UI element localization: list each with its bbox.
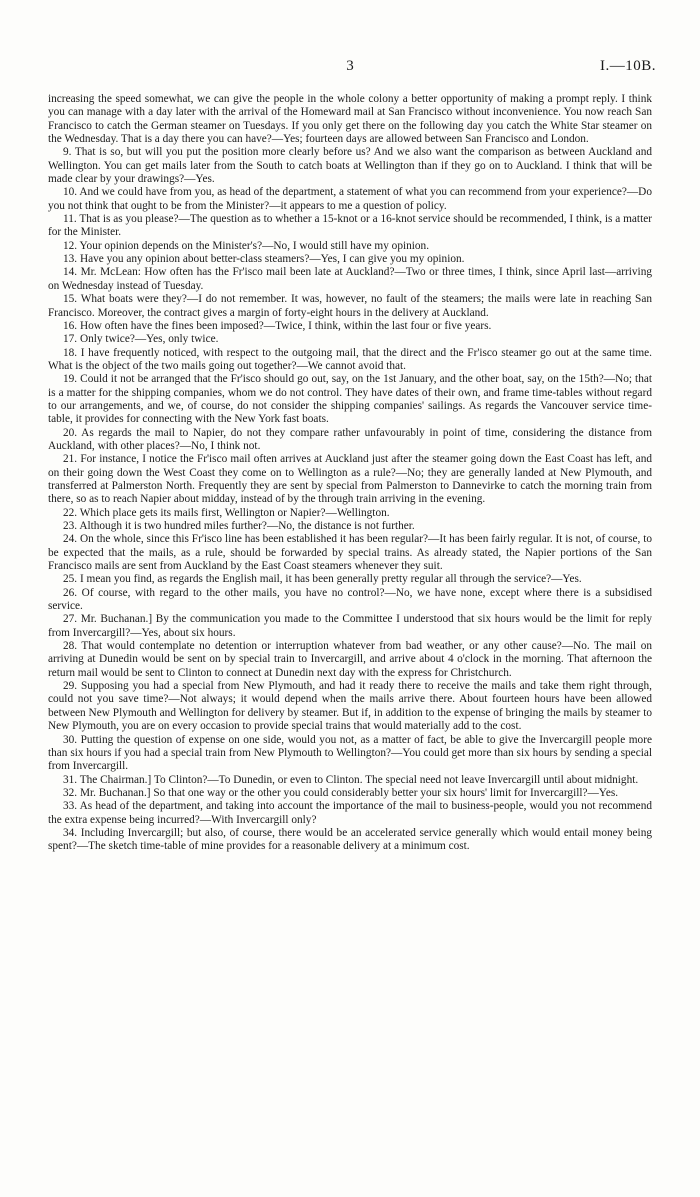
question-answer-paragraph: 23. Although it is two hundred miles further?—No, the distance is not further. xyxy=(63,520,415,532)
page-header xyxy=(0,58,700,78)
question-answer-paragraph: 14. Mr. McLean: How often has the Fr'isco mail been late at Auckland?—Two or three times, I think, since April last—arriving on Wednesday instead of Tuesday. xyxy=(48,266,652,292)
question-answer-paragraph: 28. That would contemplate no detention or interruption whatever from bad weather, or any other cause?—No. The mail on arriving at Dunedin would be sent on by special train to Invercargill, and arrive about 4 o'clock in the morning. That afternoon the return mail would be sent to Clinton to connect at Dunedin next day with the express for Christchurch. xyxy=(48,640,652,679)
question-answer-paragraph: 33. As head of the department, and taking into account the importance of the mail to business-people, would you not recommend the extra expense being incurred?—With Invercargill only? xyxy=(48,800,652,826)
question-answer-paragraph: 17. Only twice?—Yes, only twice. xyxy=(63,333,219,346)
question-answer-paragraph: 11. That is as you please?—The question as to whether a 15-knot or a 16-knot service should be recommended, I think, is a matter for the Minister. xyxy=(48,213,652,239)
question-answer-paragraph: 27. Mr. Buchanan.] By the communication you made to the Committee I understood that six hours would be the limit for reply from Invercargill?—Yes, about six hours. xyxy=(48,613,652,639)
question-answer-paragraph: 16. How often have the fines been imposed?—Twice, I think, within the last four or five years. xyxy=(63,319,492,332)
question-answer-paragraph: 30. Putting the question of expense on one side, would you not, as a matter of fact, be able to give the Invercargill people more than six hours if you had a special train from New Plymouth to Wellington?—You could get more than six hours by sending a special from Invercargill. xyxy=(48,733,652,773)
question-answer-paragraph: 15. What boats were they?—I do not remember. It was, however, no fault of the steamers; the mails were late in reaching San Francisco. Moreover, the contract gives a margin of forty-eight hours in the delivery at Auckland. xyxy=(48,293,652,319)
question-answer-paragraph: 34. Including Invercargill; but also, of course, there would be an accelerated service generally which would entail money being spent?—The sketch time-table of mine provides for a reasonable delivery at a minimum cost. xyxy=(48,826,652,853)
question-answer-paragraph: 12. Your opinion depends on the Minister's?—No, I would still have my opinion. xyxy=(63,239,430,252)
continued-paragraph: increasing the speed somewhat, we can give the people in the whole colony a better opportunity of making a prompt reply. I think you can manage with a day later with the arrival of the Homeward mail at San Francisco without inconvenience. You now reach San Francisco to catch the German steamer on Tuesdays. If you only get there on the following day you catch the White Star steamer on the Wednesday. That is a day there you can have?—Yes; fourteen days are allowed between San Francisco and London. xyxy=(48,93,652,146)
question-answer-paragraph: 26. Of course, with regard to the other mails, you have no control?—No, we have none, except where there is a subsidised service. xyxy=(48,586,652,613)
question-answer-paragraph: 9. That is so, but will you put the position more clearly before us? And we also want the comparison as between Auckland and Wellington. You can get mails later from the South to catch boats at Wellington than if they go on to Auckland. I think that will be made clear by your drawings?—Yes. xyxy=(48,146,652,186)
question-answer-paragraph: 32. Mr. Buchanan.] So that one way or the other you could considerably better your six hours' limit for Invercargill?—Yes. xyxy=(63,786,619,799)
document-reference: I.—10B. xyxy=(600,58,656,74)
question-answer-paragraph: 18. I have frequently noticed, with respect to the outgoing mail, that the direct and the Fr'isco steamer go out at the same time. What is the object of the two mails going out together?—We cannot avoid that. xyxy=(48,346,652,372)
question-answer-paragraph: 31. The Chairman.] To Clinton?—To Dunedin, or even to Clinton. The special need not leave Invercargill until about midnight. xyxy=(63,773,639,786)
page-number: 3 xyxy=(346,58,354,74)
question-answer-paragraph: 19. Could it not be arranged that the Fr'isco should go out, say, on the 1st January, and the other boat, say, on the 15th?—No; that is a matter for the shipping companies, whom we do not control. They have dates of their own, and frame time-tables without regard to our arrangements, and we, of course, do not consider the shipping companies' sailings. As regards the Vancouver service time-table, it provides for connecting with the New York fast boats. xyxy=(48,373,652,426)
question-answer-paragraph: 10. And we could have from you, as head of the department, a statement of what you can recommend from your experience?—Do you not think that ought to be from the Minister?—it appears to me a question of policy. xyxy=(48,186,652,212)
question-answer-paragraph: 25. I mean you find, as regards the English mail, it has been generally pretty regular all through the service?—Yes. xyxy=(63,573,582,586)
question-answer-paragraph: 13. Have you any opinion about better-class steamers?—Yes, I can give you my opinion. xyxy=(63,253,465,266)
document-body xyxy=(48,93,652,854)
question-answer-paragraph: 22. Which place gets its mails first, Wellington or Napier?—Wellington. xyxy=(63,506,390,519)
question-answer-paragraph: 29. Supposing you had a special from New Plymouth, and had it ready there to receive the mails and take them right through, could not you save time?—Not always; it would depend when the mails arrive there. About fourteen hours have been allowed between New Plymouth and Wellington for delivery by steamer. But if, in addition to the expense of bringing the mails by steamer to New Plymouth, you are on every occasion to provide special trains that would materially add to the cost. xyxy=(48,680,652,733)
question-answer-paragraph: 20. As regards the mail to Napier, do not they compare rather unfavourably in point of time, considering the distance from Auckland, with other places?—No, I think not. xyxy=(48,426,652,452)
question-answer-paragraph: 24. On the whole, since this Fr'isco line has been established it has been regular?—It has been fairly regular. It is not, of course, to be expected that the mails, as a rule, should be forwarded by special trains. As already stated, the Napier portions of the San Francisco mails are sent from Auckland by the East Coast steamers whenever they suit. xyxy=(48,533,652,573)
question-answer-paragraph: 21. For instance, I notice the Fr'isco mail often arrives at Auckland just after the steamer going down the East Coast has left, and on their going down the West Coast they come on to Wellington as a rule?—No; they are generally landed at New Plymouth, and transferred at Palmerston North. Frequently they are sent by special from Palmerston to Dannevirke to catch the morning train from there, so as to reach Napier about midday, instead of by the through train arriving in the evening. xyxy=(48,453,652,506)
